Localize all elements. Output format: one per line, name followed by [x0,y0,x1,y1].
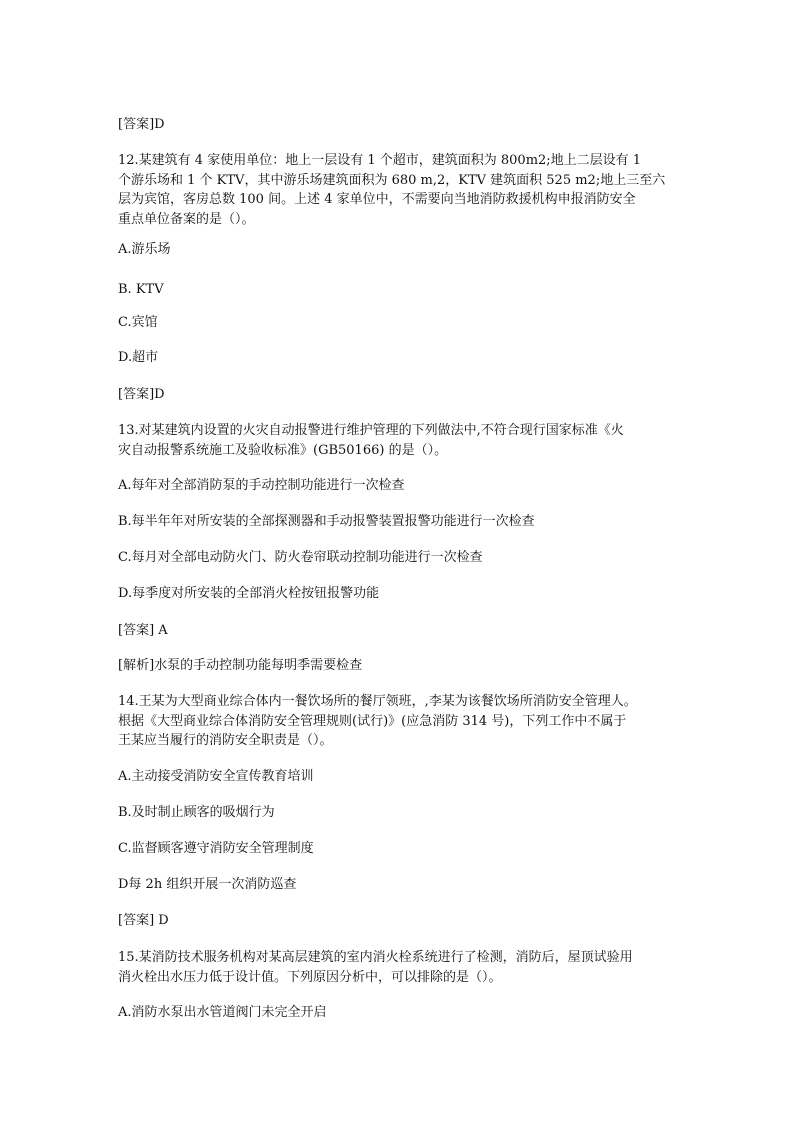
option-13-b: B.每半年年对所安装的全部探测器和手动报警装置报警功能进行一次检查 [118,514,535,529]
answer-11: [答案]D [118,117,165,132]
answer-13: [答案] A [118,623,168,638]
question-13-line: 13.对某建筑内设置的火灾自动报警进行维护管理的下列做法中,不符合现行国家标准《火 [118,423,624,438]
question-12-line: 层为宾馆，客房总数 100 间。上述 4 家单位中，不需要向当地消防救援机构申报消防安全 [118,192,636,207]
option-14-c: C.监督顾客遵守消防安全管理制度 [118,841,314,856]
option-13-c: C.每月对全部电动防火门、防火卷帘联动控制功能进行一次检查 [118,550,483,565]
question-14-line: 王某应当履行的消防安全职责是（）。 [118,733,333,748]
question-12-line: 12.某建筑有 4 家使用单位：地上一层设有 1 个超市，建筑面积为 800m2;地上二层设有 1 [118,153,642,168]
option-13-d: D.每季度对所安装的全部消火栓按钮报警功能 [118,586,380,601]
option-14-d: D每 2h 组织开展一次消防巡查 [118,877,297,892]
option-15-a: A.消防水泵出水管道阀门未完全开启 [118,1005,327,1020]
answer-12: [答案]D [118,387,165,402]
option-12-d: D.超市 [118,350,159,365]
answer-14: [答案] D [118,913,169,928]
question-12-line: 个游乐场和 1 个 KTV，其中游乐场建筑面积为 680 m,2，KTV 建筑面积 525 m2;地上三至六 [118,172,666,188]
question-15-line: 消火栓出水压力低于设计值。下列原因分析中，可以排除的是（）。 [118,969,502,985]
question-13 [118,421,678,460]
question-14 [118,692,678,751]
option-12-c: C.宾馆 [118,315,158,330]
question-15 [118,948,678,987]
option-12-a: A.游乐场 [118,242,171,257]
question-12-line: 重点单位备案的是（）。 [118,211,255,227]
option-12-b: B. KTV [118,282,164,297]
analysis-13: [解析]水泵的手动控制功能每明季需要检查 [118,658,363,673]
question-13-line: 灾自动报警系统施工及验收标准》(GB50166) 的是（）。 [118,442,448,458]
option-14-b: B.及时制止顾客的吸烟行为 [118,805,275,820]
question-15-line: 15.某消防技术服务机构对某高层建筑的室内消火栓系统进行了检测，消防后，屋顶试验用 [118,950,633,965]
option-14-a: A.主动接受消防安全宣传教育培训 [118,769,314,784]
option-13-a: A.每年对全部消防泵的手动控制功能进行一次检查 [118,478,405,493]
question-14-line: 14.王某为大型商业综合体内一餐饮场所的餐厅领班，,李某为该餐饮场所消防安全管理人。 [118,694,637,709]
question-12 [118,151,678,229]
question-14-line: 根据《大型商业综合体消防安全管理规则(试行)》(应急消防 314 号)，下列工作中不属于 [118,713,627,729]
